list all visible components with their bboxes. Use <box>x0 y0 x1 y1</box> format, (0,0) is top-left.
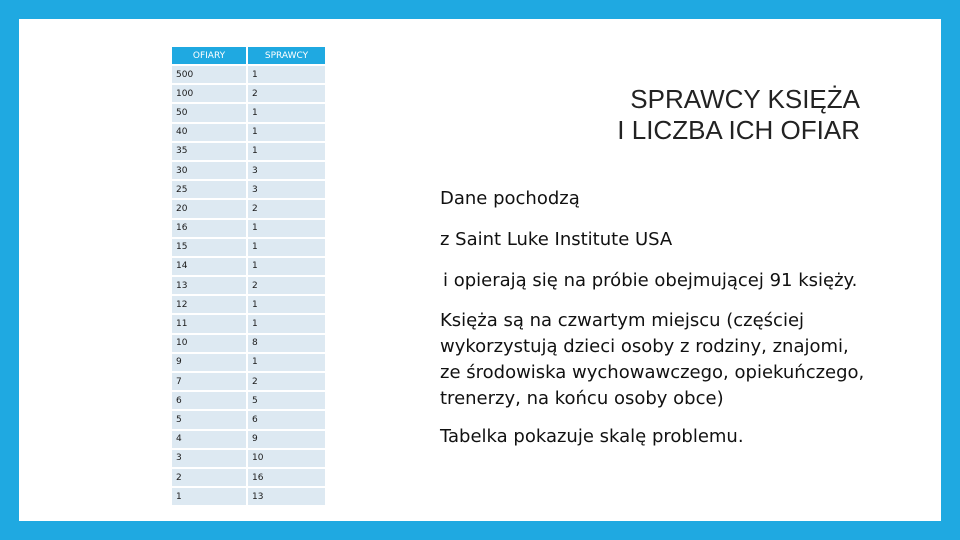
victims-cell: 12 <box>172 296 246 313</box>
perpetrators-cell: 2 <box>248 277 325 294</box>
table-row <box>172 411 325 428</box>
perpetrators-cell: 3 <box>248 162 325 179</box>
table-row <box>172 373 325 390</box>
victims-cell: 16 <box>172 220 246 237</box>
perpetrators-cell: 5 <box>248 392 325 409</box>
slide-title <box>560 84 860 146</box>
victims-perpetrators-table <box>170 45 327 507</box>
table-row <box>172 296 325 313</box>
perpetrators-cell: 1 <box>248 143 325 160</box>
table-row <box>172 431 325 448</box>
victims-cell: 500 <box>172 66 246 83</box>
source-text-line-3: i opierają się na próbie obejmującej 91 księży. <box>443 270 858 291</box>
perpetrators-cell: 16 <box>248 469 325 486</box>
table-row <box>172 277 325 294</box>
table-row <box>172 315 325 332</box>
victims-cell: 35 <box>172 143 246 160</box>
table-row <box>172 450 325 467</box>
perpetrators-cell: 6 <box>248 411 325 428</box>
table-row <box>172 124 325 141</box>
header-victims: OFIARY <box>172 47 246 64</box>
victims-cell: 30 <box>172 162 246 179</box>
table-row <box>172 66 325 83</box>
table-header-row <box>172 47 325 64</box>
victims-cell: 15 <box>172 239 246 256</box>
table-row <box>172 200 325 217</box>
perpetrators-cell: 1 <box>248 220 325 237</box>
perpetrators-cell: 1 <box>248 354 325 371</box>
victims-cell: 100 <box>172 85 246 102</box>
victims-cell: 50 <box>172 104 246 121</box>
ranking-line: Księża są na czwartym miejscu (częściej <box>440 310 805 331</box>
perpetrators-cell: 2 <box>248 200 325 217</box>
table-row <box>172 354 325 371</box>
victims-cell: 5 <box>172 411 246 428</box>
perpetrators-cell: 1 <box>248 315 325 332</box>
table-row <box>172 104 325 121</box>
table-row <box>172 258 325 275</box>
table-row <box>172 220 325 237</box>
perpetrators-cell: 1 <box>248 104 325 121</box>
table-row <box>172 488 325 505</box>
perpetrators-cell: 10 <box>248 450 325 467</box>
victims-cell: 1 <box>172 488 246 505</box>
perpetrators-cell: 2 <box>248 85 325 102</box>
victims-cell: 25 <box>172 181 246 198</box>
ranking-line: trenerzy, na końcu osoby obce) <box>440 388 724 409</box>
perpetrators-cell: 9 <box>248 431 325 448</box>
victims-cell: 14 <box>172 258 246 275</box>
table-row <box>172 469 325 486</box>
scale-paragraph: Tabelka pokazuje skalę problemu. <box>440 426 744 447</box>
perpetrators-cell: 13 <box>248 488 325 505</box>
table-row <box>172 143 325 160</box>
table-row <box>172 335 325 352</box>
victims-cell: 40 <box>172 124 246 141</box>
title-line-1: SPRAWCY KSIĘŻA <box>630 84 860 114</box>
victims-cell: 20 <box>172 200 246 217</box>
victims-cell: 4 <box>172 431 246 448</box>
victims-cell: 13 <box>172 277 246 294</box>
perpetrators-cell: 3 <box>248 181 325 198</box>
perpetrators-cell: 2 <box>248 373 325 390</box>
table-row <box>172 239 325 256</box>
perpetrators-cell: 1 <box>248 66 325 83</box>
ranking-line: ze środowiska wychowawczego, opiekuńczego, <box>440 362 865 383</box>
table-row <box>172 85 325 102</box>
table-body <box>172 66 325 505</box>
title-line-2: I LICZBA ICH OFIAR <box>617 115 860 145</box>
victims-cell: 3 <box>172 450 246 467</box>
table-row <box>172 392 325 409</box>
source-text-line-1: Dane pochodzą <box>440 188 580 209</box>
table-row <box>172 162 325 179</box>
perpetrators-cell: 8 <box>248 335 325 352</box>
victims-cell: 9 <box>172 354 246 371</box>
victims-cell: 6 <box>172 392 246 409</box>
victims-cell: 10 <box>172 335 246 352</box>
victims-cell: 11 <box>172 315 246 332</box>
victims-cell: 2 <box>172 469 246 486</box>
victims-cell: 7 <box>172 373 246 390</box>
ranking-line: wykorzystują dzieci osoby z rodziny, znajomi, <box>440 336 849 357</box>
ranking-paragraph <box>440 308 930 412</box>
perpetrators-cell: 1 <box>248 124 325 141</box>
table-row <box>172 181 325 198</box>
perpetrators-cell: 1 <box>248 258 325 275</box>
source-text-line-2: z Saint Luke Institute USA <box>440 229 673 250</box>
perpetrators-cell: 1 <box>248 296 325 313</box>
header-perpetrators: SPRAWCY <box>248 47 325 64</box>
perpetrators-cell: 1 <box>248 239 325 256</box>
